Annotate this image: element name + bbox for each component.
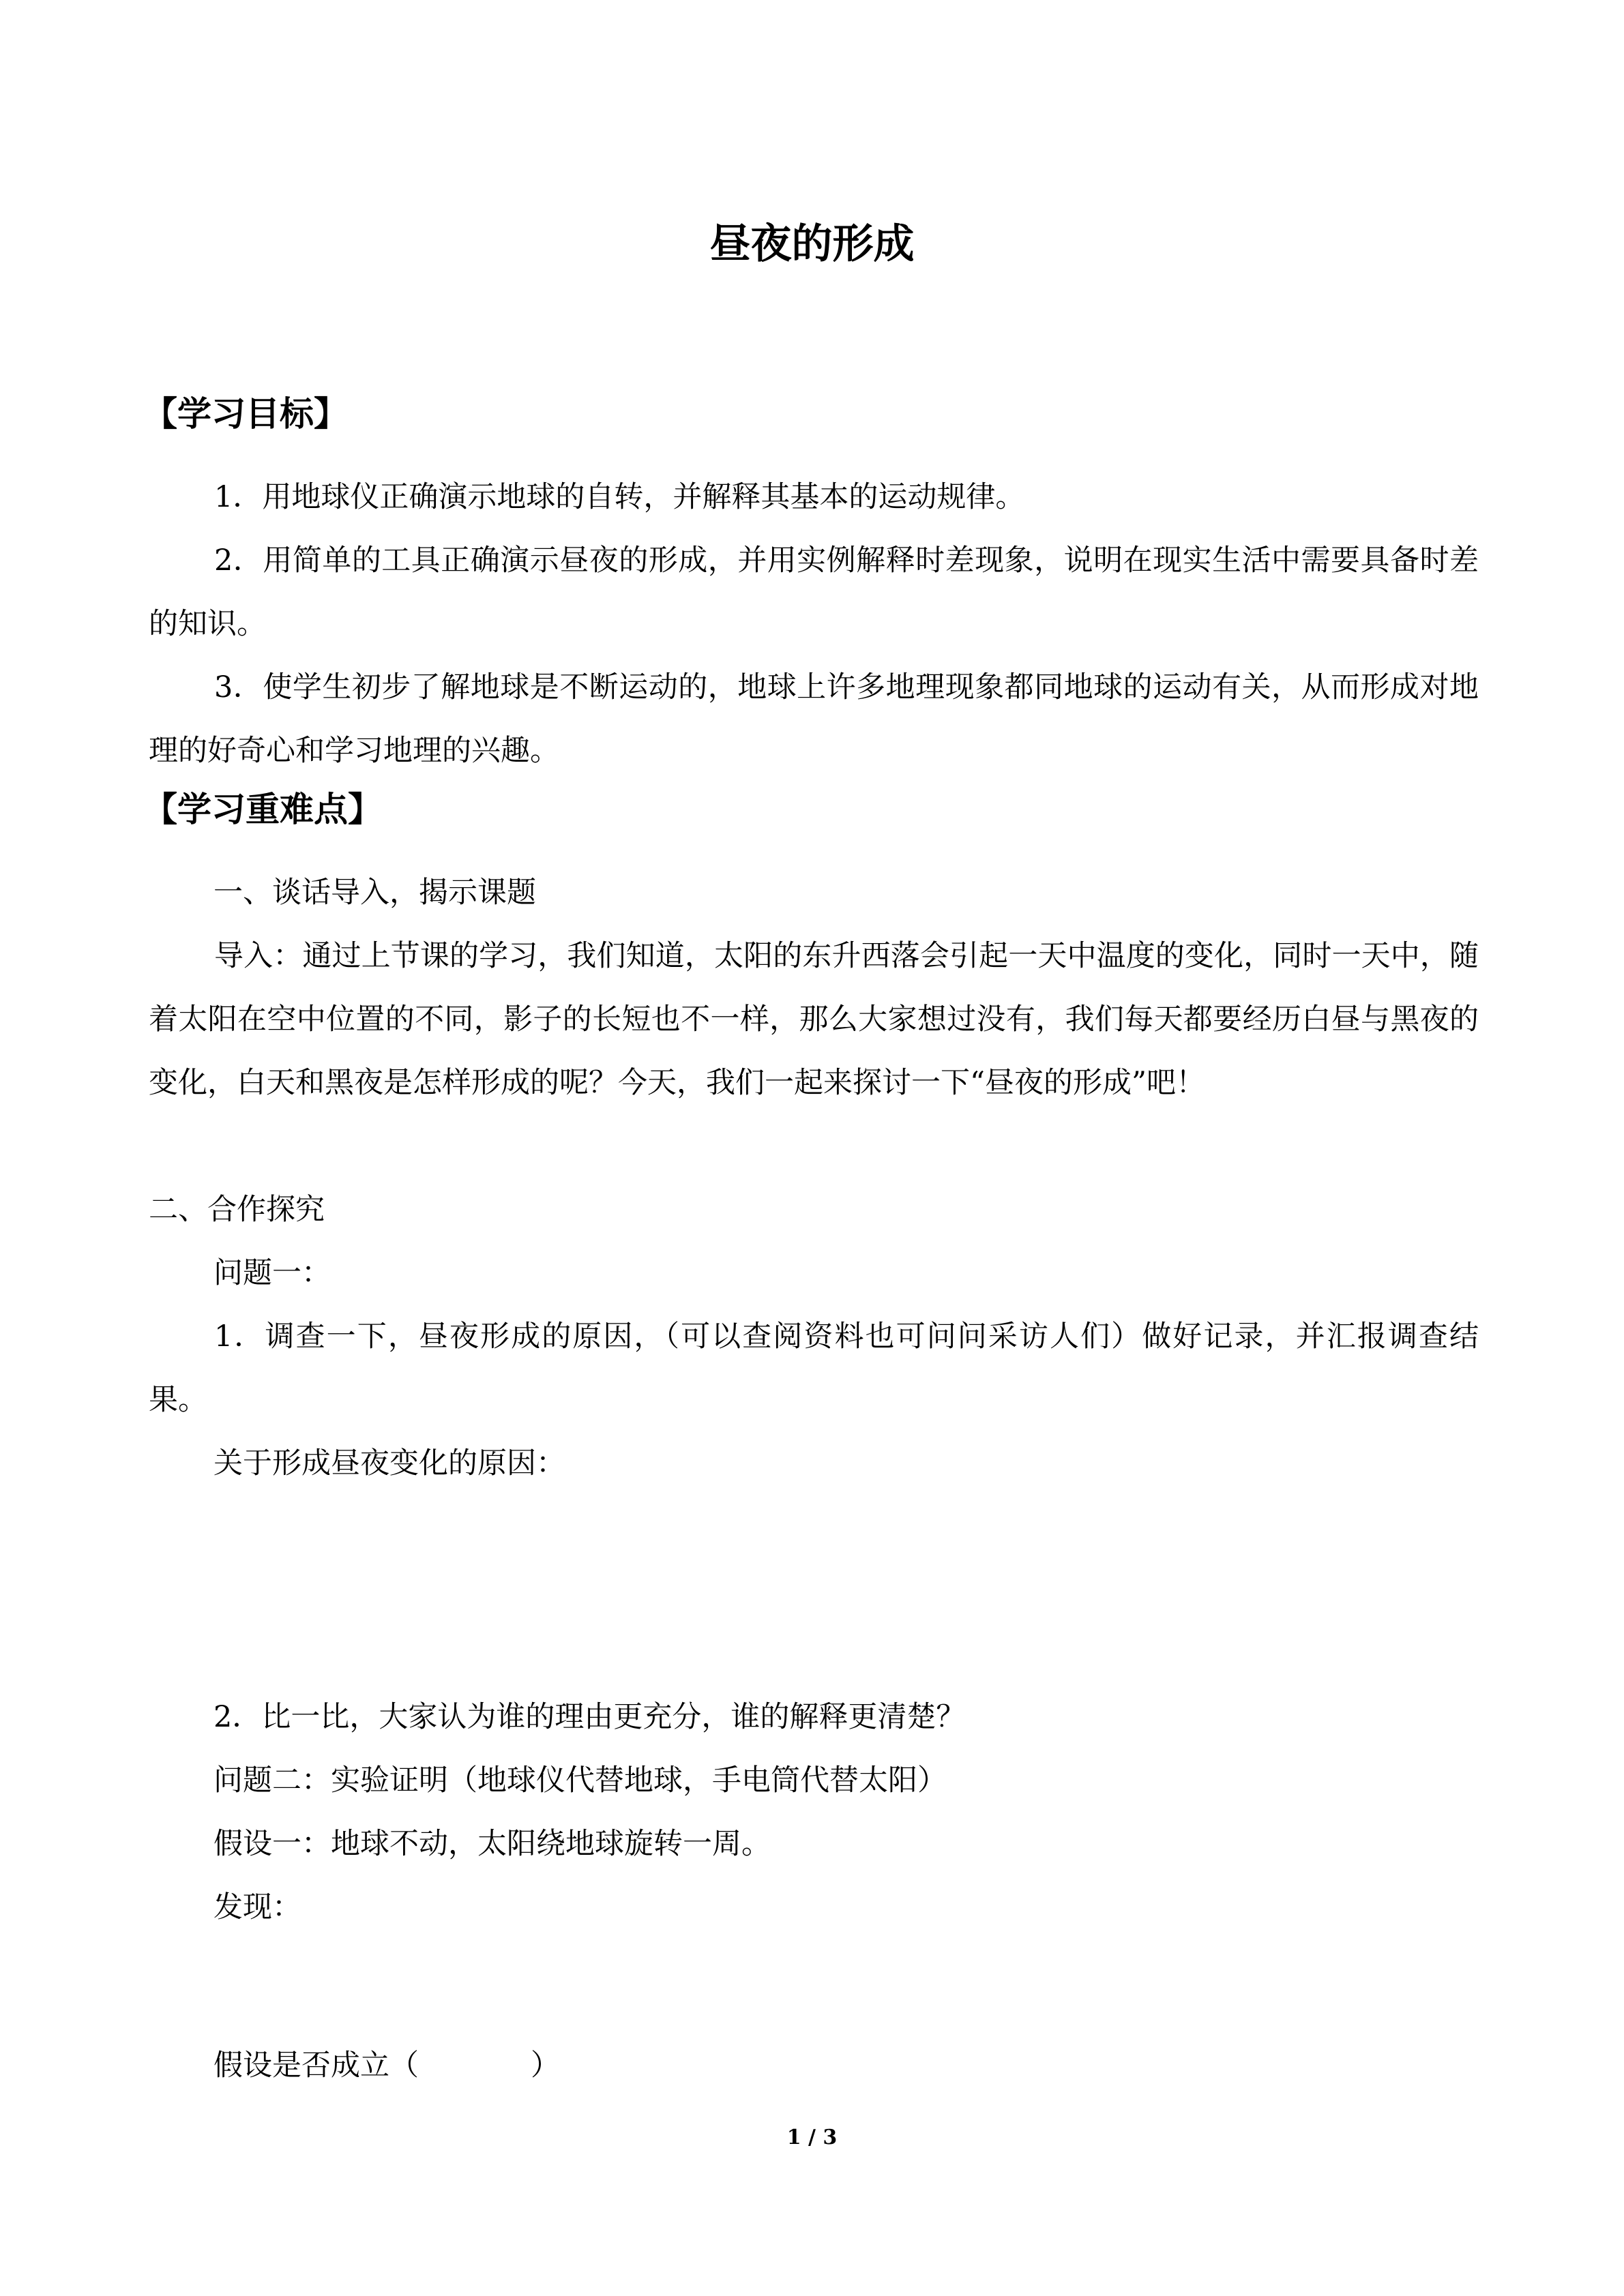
question2-label: 问题二：实验证明（地球仪代替地球，手电筒代替太阳） [213, 1763, 947, 1798]
finding-label: 发现： [213, 1890, 301, 1924]
question1-label: 问题一： [213, 1256, 331, 1290]
objective-item-3: 3．使学生初步了解地球是不断运动的，地球上许多地理现象都同地球的运动有关，从而形成对地理的好奇心和学习地理的兴趣。 [149, 670, 1479, 768]
hypothesis-valid-prompt: 假设是否成立（ ） [213, 2048, 561, 2083]
reason-prompt: 关于形成昼夜变化的原因： [213, 1446, 565, 1480]
question1-item2: 2．比一比，大家认为谁的理由更充分，谁的解释更清楚？ [213, 1700, 966, 1734]
objective-item-2: 2．用简单的工具正确演示昼夜的形成，并用实例解释时差现象，说明在现实生活中需要具备时差的知识。 [149, 543, 1479, 641]
part1-title: 一、谈话导入，揭示课题 [213, 876, 536, 910]
part2-title: 二、合作探究 [149, 1193, 325, 1227]
document-title: 昼夜的形成 [709, 220, 915, 268]
objectives-heading: 【学习目标】 [143, 394, 348, 434]
intro-paragraph: 导入：通过上节课的学习，我们知道，太阳的东升西落会引起一天中温度的变化，同时一天中，随着太阳在空中位置的不同，影子的长短也不一样，那么大家想过没有，我们每天都要经历白昼与黑夜的变化，白天和黑夜是怎样形成的呢？今天，我们一起来探讨一下“昼夜的形成”吧！ [149, 939, 1479, 1100]
question1-item1: 1．调查一下，昼夜形成的原因，（可以查阅资料也可问问采访人们）做好记录，并汇报调查结果。 [149, 1320, 1479, 1417]
keypoints-heading: 【学习重难点】 [143, 790, 382, 829]
hypothesis1: 假设一：地球不动，太阳绕地球旋转一周。 [213, 1827, 771, 1861]
objective-item-1: 1．用地球仪正确演示地球的自转，并解释其基本的运动规律。 [214, 480, 1025, 514]
page-number: 1 / 3 [786, 2126, 838, 2149]
